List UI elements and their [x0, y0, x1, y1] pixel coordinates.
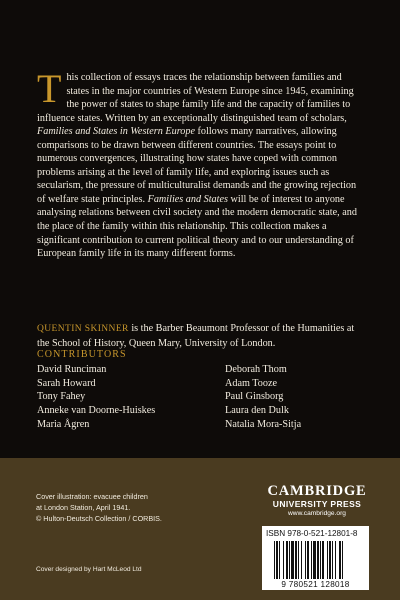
blurb-text — [37, 66, 366, 261]
blurb-part-3: will be of interest to anyone analysing relations between civil society and the modern democratic state, and the place of the family within this relationship. This collection makes a significant contribution to current political theory and to our understanding of European family life in its many different forms. — [37, 193, 357, 260]
contributors-heading: CONTRIBUTORS — [37, 349, 127, 360]
blurb-part-2: follows many narratives, allowing comparisons to be drawn between different countries. The essays point to numerous convergences, illustrating how states have coped with common problems arising at the level of family life, and exploring issues such as secularism, the pressure of multiculturalist demands and the growing rejection of welfare state principles. — [37, 126, 357, 205]
contributors-list-left — [37, 363, 155, 432]
contributor-name: Paul Ginsborg — [225, 391, 284, 403]
editor-name: QUENTIN SKINNER — [37, 324, 129, 334]
contributor-name: Anneke van Doorne-Huiskes — [37, 405, 156, 417]
cover-credits — [36, 492, 196, 524]
barcode-icon — [272, 541, 362, 579]
contributor-name: Laura den Dulk — [225, 405, 289, 417]
contributor-name: Maria Ågren — [37, 418, 90, 430]
contributors-list-right — [225, 363, 301, 432]
book-title-short-italic: Families and States — [147, 193, 228, 205]
contributor-name: Natalia Mora-Sitja — [225, 418, 302, 430]
blurb-part-1: his collection of essays traces the relationship between families and states in the major countries of Western Europe since 1945, examining the power of states to shape family life and the capacity of families to influence states. Written by an exceptionally distinguished team of scholars, — [37, 72, 354, 124]
contributor-name: Adam Tooze — [225, 377, 278, 389]
editor-bio-text: is the Barber Beaumont Professor of the Humanities at the School of History, Queen Mary, University of London. — [37, 323, 355, 349]
contributor-name: Tony Fahey — [37, 391, 86, 403]
publisher-logo — [262, 483, 372, 518]
barcode-number: 9 780521 128018 — [281, 580, 350, 589]
credit-line: at London Station, April 1941. — [36, 502, 131, 512]
book-title-italic: Families and States in Western Europe — [37, 126, 195, 138]
designer-credit: Cover designed by Hart McLeod Ltd — [36, 566, 142, 573]
publisher-name: CAMBRIDGE — [267, 483, 367, 499]
editor-bio — [37, 322, 367, 350]
publisher-url: www.cambridge.org — [288, 510, 346, 517]
contributor-name: Sarah Howard — [37, 377, 96, 389]
drop-cap: T — [37, 66, 62, 111]
publisher-subtitle: UNIVERSITY PRESS — [272, 499, 362, 509]
contributor-name: Deborah Thom — [225, 364, 287, 375]
isbn-text: ISBN 978-0-521-12801-8 — [266, 529, 358, 538]
credit-line: Cover illustration: evacuee children — [36, 492, 148, 501]
credit-line: © Hulton-Deutsch Collection / CORBIS. — [36, 513, 162, 523]
contributor-name: David Runciman — [37, 364, 107, 375]
